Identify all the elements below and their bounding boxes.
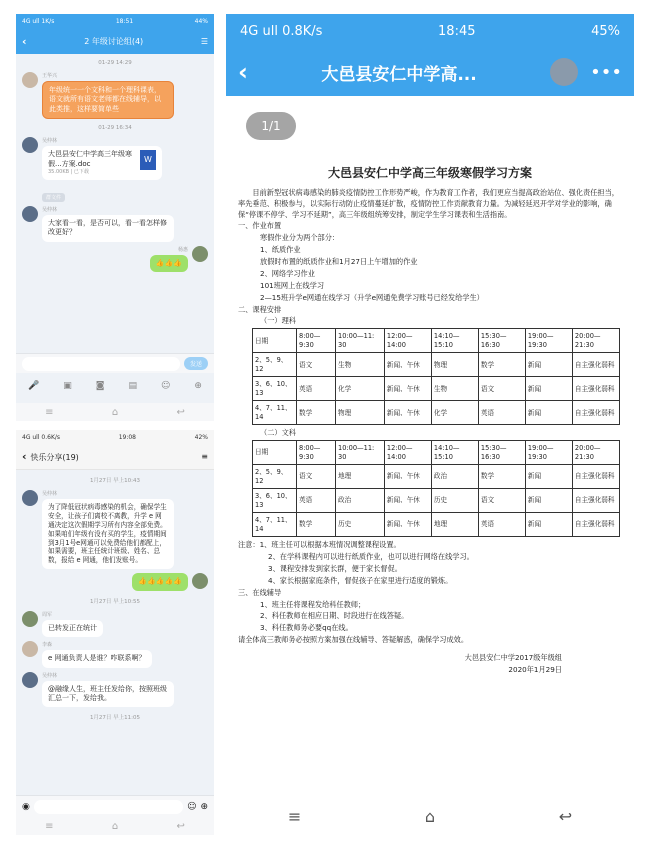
avatar[interactable]: [22, 641, 38, 657]
voice-icon[interactable]: ◉: [22, 801, 30, 812]
science-schedule-table: [252, 328, 620, 425]
table-cell: 14:10—15:10: [431, 329, 478, 353]
table-cell: 新闻、午休: [384, 353, 431, 377]
table-cell: 生物: [431, 377, 478, 401]
viewer-header: [226, 48, 634, 96]
message: [16, 206, 214, 242]
table-cell: 新闻: [525, 353, 572, 377]
text-line: 1、纸质作业: [260, 245, 301, 255]
table-cell: 自主强化弱科: [572, 377, 619, 401]
sender-name: 吴仲林: [42, 138, 58, 145]
menu-nav-icon[interactable]: ≡: [45, 406, 54, 418]
emoji-icon[interactable]: ☺: [187, 801, 197, 812]
text-line: 放假时布置的纸质作业和1月27日上午增加的作业: [260, 257, 418, 267]
avatar[interactable]: [192, 246, 208, 262]
nav-bar: [226, 796, 634, 836]
network: 4G ull 0.8K/s: [240, 23, 323, 39]
sender-name: 周军: [42, 611, 53, 618]
table-row: [253, 441, 620, 465]
table-cell: 地理: [431, 513, 478, 537]
timestamp: 1月27日 早上10:43: [89, 478, 141, 484]
table-cell: 15:30—16:30: [478, 329, 525, 353]
message-bubble[interactable]: @融缘人生，班主任发给你，按照班级汇总一下，发给我。: [42, 681, 174, 708]
message: [16, 246, 214, 272]
table-cell: 新闻、午休: [384, 489, 431, 513]
plus-icon[interactable]: ⊕: [194, 381, 202, 391]
message: [16, 573, 214, 590]
file-name: 大邑县安仁中学高三年级寒假...方案.doc: [48, 150, 132, 168]
menu-nav-icon[interactable]: ≡: [287, 806, 302, 826]
image-icon[interactable]: ▣: [63, 381, 72, 391]
table-cell: 历史: [431, 489, 478, 513]
message: [16, 672, 214, 708]
nav-bar: [16, 403, 214, 421]
page-badge: 1/1: [246, 112, 296, 140]
table-cell: 自主强化弱科: [572, 513, 619, 537]
table-cell: 10:00—11: 30: [336, 329, 385, 353]
document-viewer-screen: [226, 14, 634, 836]
table-cell: 10:00—11: 30: [336, 441, 385, 465]
table-cell: 自主强化弱科: [572, 489, 619, 513]
intro-paragraph: 目前新型冠状病毒感染的肺炎疫情防控工作形势严峻，作为教育工作者，我们更应当提高政治站位、强化责任担当，率先垂范、积极参与，以实际行动防止疫情蔓延扩散，疫情防控工作贡献教育力量。为减轻延迟开学对学业的影响，确保“停课不停学、学习不延期”，高三年级组统筹安排，制定学生学习课表和生活指南。: [238, 188, 619, 220]
table-cell: 历史: [336, 513, 385, 537]
avatar[interactable]: [22, 611, 38, 627]
table-cell: 地理: [336, 465, 385, 489]
clock: 18:51: [115, 17, 134, 25]
message-bubble[interactable]: 👍👍👍: [150, 255, 188, 272]
table-cell: 英语: [478, 513, 525, 537]
table-cell: 语文: [297, 465, 336, 489]
section-heading: 一、作业布置: [238, 221, 282, 231]
message: [16, 641, 214, 667]
message: [16, 490, 214, 569]
camera-icon[interactable]: ◙: [95, 381, 105, 391]
file-meta: 35.00KB | 已下载: [48, 169, 89, 176]
table-cell: 日期: [253, 441, 297, 465]
table-row: [253, 513, 620, 537]
sender-name: 吴仲林: [42, 206, 58, 213]
table-cell: 新闻、午休: [384, 513, 431, 537]
nav-bar: [16, 817, 214, 835]
avatar[interactable]: [550, 58, 578, 86]
timestamp: 01-29 16:34: [98, 125, 132, 132]
back-icon[interactable]: ‹ 快乐分享(19): [22, 450, 79, 463]
clock: 18:45: [438, 23, 476, 39]
table-cell: 英语: [478, 401, 525, 425]
sender-name: 王华兴: [42, 73, 58, 79]
text-line: 101班网上在线学习: [260, 280, 325, 290]
menu-icon[interactable]: ≡: [201, 452, 208, 461]
group-chat-screen: [16, 14, 214, 421]
table-cell: 自主强化弱科: [572, 401, 619, 425]
table-cell: 新闻: [525, 465, 572, 489]
word-icon: W: [140, 150, 156, 170]
table-cell: 14:10—15:10: [431, 441, 478, 465]
message-bubble[interactable]: 年级统一一个文科和一个理科课表，语文就所有语文老师都在线辅导，以此类推，这样要简单些: [42, 81, 174, 119]
status-bar: [226, 14, 634, 48]
table-cell: 物理: [431, 353, 478, 377]
toolbar: [16, 381, 214, 391]
table-cell: 政治: [431, 465, 478, 489]
text-line: 2、科任教师在相应日期、时段进行在线答疑。: [260, 611, 409, 621]
battery: 45%: [591, 23, 620, 39]
back-nav-icon[interactable]: ↩: [176, 406, 185, 418]
message-input[interactable]: [22, 357, 180, 371]
table-row: [253, 377, 620, 401]
message: [16, 72, 214, 119]
table-cell: 政治: [336, 489, 385, 513]
home-icon[interactable]: ⌂: [111, 820, 119, 832]
table-cell: 自主强化弱科: [572, 465, 619, 489]
section-heading: 二、课程安排: [238, 304, 282, 314]
subheading: （一）理科: [260, 316, 296, 326]
input-bar: [16, 353, 214, 373]
document-page: [238, 106, 622, 675]
plus-icon[interactable]: ⊕: [200, 801, 208, 812]
table-cell: 19:00—19:30: [525, 329, 572, 353]
back-icon[interactable]: ‹: [22, 34, 27, 48]
table-cell: 生物: [336, 353, 385, 377]
message-bubble[interactable]: 已转发正在统计: [42, 620, 103, 637]
note-line: 3、课程安排发到家长群，便于家长督促。: [268, 563, 402, 573]
table-row: [253, 329, 620, 353]
table-cell: 日期: [253, 329, 297, 353]
table-row: [253, 401, 620, 425]
chat-title: 快乐分享(19): [30, 453, 79, 462]
message: [16, 611, 214, 637]
table-cell: 数学: [297, 513, 336, 537]
table-cell: 语文: [297, 353, 336, 377]
doc-title: 大邑县安仁中学高三年级寒假学习方案: [327, 166, 532, 180]
avatar[interactable]: [22, 490, 38, 506]
section-heading: 三、在线辅导: [238, 587, 282, 597]
battery: 42%: [194, 433, 208, 441]
message-bubble[interactable]: 为了降低冠状病毒感染的机会，确保学生安全，让孩子们离校不离教，升学 e 网通决定这次假期学习所有内容全部免费。如果咱们年级有没有买的学生，疫情期间到3月1号e网通可以免费给他们都配上，如果需要，班主任统计班级、姓名、总数，报给 e 网通，他们发账号。: [42, 499, 174, 569]
table-cell: 英语: [297, 377, 336, 401]
avatar[interactable]: [22, 206, 38, 222]
status-bar: [16, 430, 214, 444]
table-cell: 3、6、10、13: [253, 489, 297, 513]
menu-icon[interactable]: ☰: [200, 36, 208, 46]
network: 4G ull 0.6K/s: [22, 433, 61, 441]
text-line: 请全体高三教师务必按照方案加强在线辅导、答疑解惑，确保学习成效。: [238, 635, 469, 645]
file-tag: 群文件: [42, 193, 65, 202]
text-line: 1、班主任将课程发给科任教师；: [260, 599, 366, 609]
table-cell: 数学: [478, 353, 525, 377]
table-cell: 8:00—9:30: [297, 329, 336, 353]
table-cell: 8:00—9:30: [297, 441, 336, 465]
chat-header: [16, 28, 214, 54]
table-row: [253, 353, 620, 377]
message-bubble[interactable]: 大家看一看，是否可以，看一看怎样修改更好？: [42, 215, 174, 242]
sender-name: 吴仲林: [42, 491, 58, 497]
timestamp: 1月27日 早上10:55: [89, 598, 141, 605]
table-cell: 2、5、9、12: [253, 353, 297, 377]
message-input[interactable]: [34, 800, 183, 814]
message-bubble[interactable]: 👍👍👍👍👍: [132, 573, 188, 590]
table-cell: 2、5、9、12: [253, 465, 297, 489]
table-cell: 新闻、午休: [384, 401, 431, 425]
table-cell: 物理: [336, 401, 385, 425]
mic-icon[interactable]: 🎤: [28, 381, 40, 391]
note-line: 2、在学科课程内可以进行纸质作业，也可以进行网络在线学习。: [268, 552, 474, 562]
table-cell: 4、7、11、14: [253, 401, 297, 425]
signature: [238, 652, 622, 675]
back-icon[interactable]: ‹: [238, 58, 248, 86]
avatar[interactable]: [22, 137, 38, 153]
sender-name: 李森: [42, 642, 53, 649]
avatar[interactable]: [22, 672, 38, 688]
table-cell: 新闻: [525, 401, 572, 425]
text-line: 2—15班升学e网通在线学习（升学e网通免费学习账号已经发给学生）: [260, 292, 484, 302]
signature-date: 2020年1月29日: [508, 664, 562, 674]
message-bubble[interactable]: e 网通负责人是谁？咋联系啊？: [42, 650, 152, 667]
table-cell: 数学: [478, 465, 525, 489]
table-cell: 15:30—16:30: [478, 441, 525, 465]
emoji-icon[interactable]: ☺: [160, 381, 171, 391]
status-bar: [16, 14, 214, 28]
table-cell: 12:00—14:00: [384, 329, 431, 353]
file-card[interactable]: [42, 146, 162, 180]
table-row: [253, 465, 620, 489]
avatar[interactable]: [22, 72, 38, 88]
table-cell: 3、6、10、13: [253, 377, 297, 401]
home-icon[interactable]: ⌂: [424, 806, 436, 826]
text-line: 2、网络学习作业: [260, 268, 315, 278]
text-line: 寒假作业分为两个部分：: [260, 233, 340, 243]
back-nav-icon[interactable]: ↩: [176, 820, 185, 832]
table-cell: 数学: [297, 401, 336, 425]
battery: 44%: [194, 17, 208, 25]
back-nav-icon[interactable]: ↩: [558, 806, 573, 826]
table-cell: 新闻: [525, 377, 572, 401]
table-cell: 12:00—14:00: [384, 441, 431, 465]
table-cell: 新闻、午休: [384, 465, 431, 489]
table-cell: 20:00—21:30: [572, 329, 619, 353]
table-cell: 自主强化弱科: [572, 353, 619, 377]
network: 4G ull 1K/s: [22, 17, 55, 25]
timestamp: 01-29 14:29: [98, 60, 132, 66]
note-line: 4、家长根据家庭条件，督促孩子在家里进行适度的锻炼。: [268, 575, 453, 585]
home-icon[interactable]: ⌂: [111, 406, 119, 418]
table-cell: 新闻: [525, 513, 572, 537]
share-chat-screen: [16, 430, 214, 835]
table-cell: 20:00—21:30: [572, 441, 619, 465]
doc-name: 大邑县安仁中学高...: [321, 64, 477, 85]
table-cell: 4、7、11、14: [253, 513, 297, 537]
table-cell: 新闻: [525, 489, 572, 513]
timestamp: 1月27日 早上11:05: [89, 715, 141, 722]
text-line: 3、科任教师务必要qq在线。: [260, 623, 353, 633]
table-cell: 语文: [478, 377, 525, 401]
folder-icon[interactable]: ▤: [128, 381, 137, 391]
menu-nav-icon[interactable]: ≡: [45, 820, 54, 832]
avatar[interactable]: [192, 573, 208, 589]
table-cell: 英语: [297, 489, 336, 513]
table-cell: 化学: [336, 377, 385, 401]
table-cell: 新闻、午休: [384, 377, 431, 401]
note-line: 注意：1、班主任可以根据本班情况调整课程设置。: [238, 540, 401, 550]
chat-title: 2 年级讨论组(4): [84, 36, 144, 46]
sender-name: 杨惠: [177, 246, 188, 253]
send-button[interactable]: 发送: [184, 357, 208, 370]
table-cell: 化学: [431, 401, 478, 425]
table-cell: 语文: [478, 489, 525, 513]
file-message: [16, 137, 214, 180]
table-cell: 19:00—19:30: [525, 441, 572, 465]
clock: 19:08: [118, 433, 136, 441]
chat-header: [16, 444, 214, 470]
arts-schedule-table: [252, 440, 620, 537]
input-bar: [16, 795, 214, 817]
signature-org: 大邑县安仁中学2017级年级组: [464, 653, 562, 663]
sender-name: 吴仲林: [42, 672, 58, 679]
table-row: [253, 489, 620, 513]
subheading: （二）文科: [260, 428, 296, 438]
more-icon[interactable]: •••: [590, 61, 622, 83]
